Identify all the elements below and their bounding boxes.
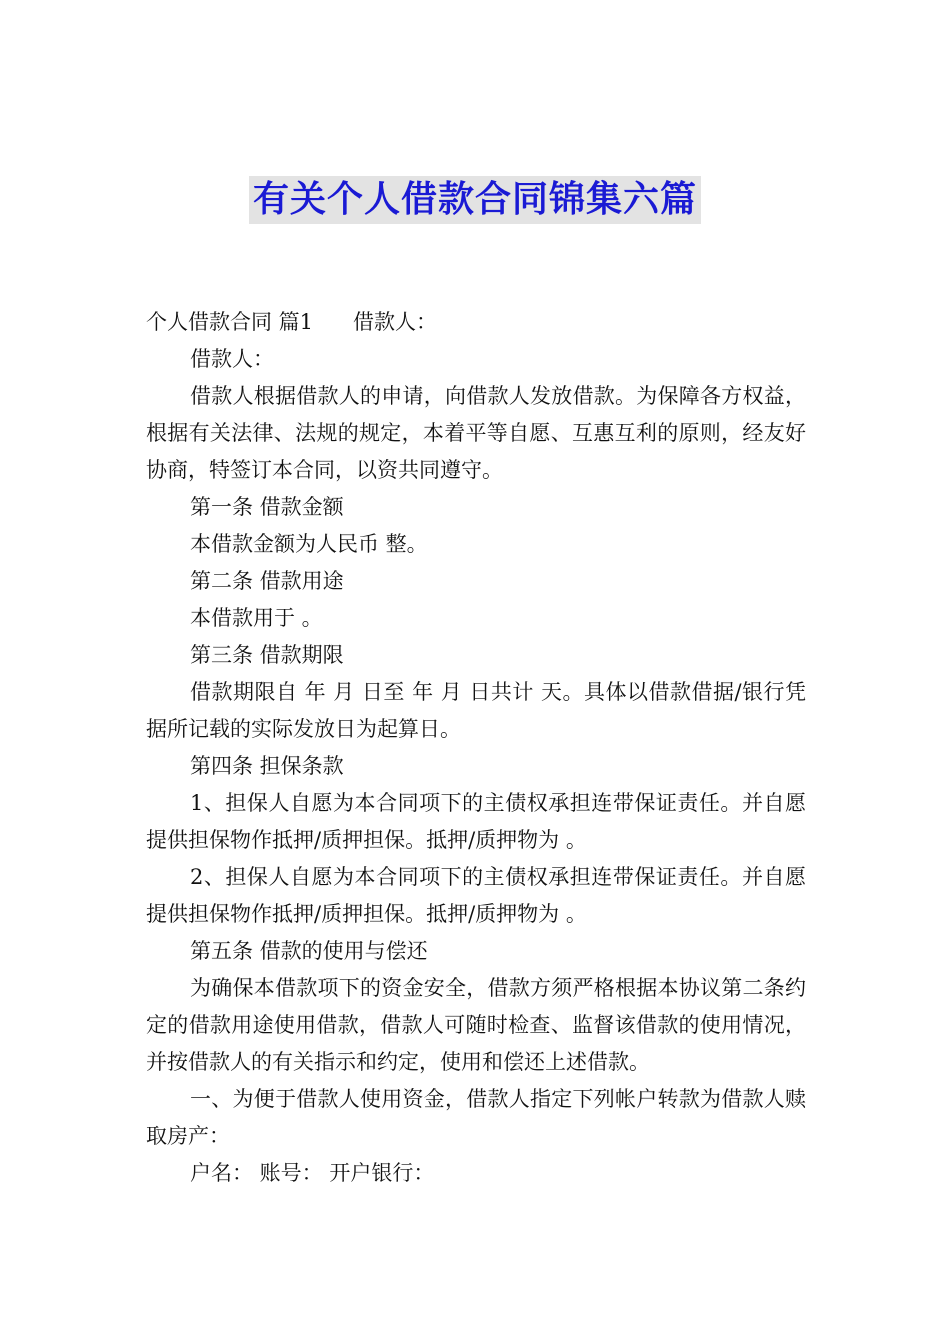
contract-heading: 个人借款合同 篇1 [146,310,314,334]
article-heading: 第二条 借款用途 [190,569,344,593]
document-body [146,304,806,1192]
paragraph: 1、担保人自愿为本合同项下的主债权承担连带保证责任。并自愿提供担保物作抵押/质押担保。抵押/质押物为 。 [146,791,806,852]
paragraph: 借款人： [190,347,274,371]
article-heading: 第四条 担保条款 [190,754,344,778]
article-heading: 第一条 借款金额 [190,495,344,519]
paragraph: 本借款金额为人民币 整。 [190,532,428,556]
paragraph: 借款期限自 年 月 日至 年 月 日共计 天。具体以借款借据/银行凭据所记载的实际发放日为起算日。 [146,680,806,741]
article-heading: 第三条 借款期限 [190,643,344,667]
first-line [146,304,806,341]
document-title: 有关个人借款合同锦集六篇 [249,176,701,224]
title-container [0,176,950,224]
paragraph: 2、担保人自愿为本合同项下的主债权承担连带保证责任。并自愿提供担保物作抵押/质押担保。抵押/质押物为 。 [146,865,806,926]
paragraph: 借款人根据借款人的申请，向借款人发放借款。为保障各方权益，根据有关法律、法规的规定，本着平等自愿、互惠互利的原则，经友好协商，特签订本合同，以资共同遵守。 [146,384,806,482]
paragraph: 本借款用于 。 [190,606,323,630]
paragraph: 户名： 账号： 开户银行： [190,1161,435,1185]
paragraph: 为确保本借款项下的资金安全，借款方须严格根据本协议第二条约定的借款用途使用借款，借款人可随时检查、监督该借款的使用情况，并按借款人的有关指示和约定，使用和偿还上述借款。 [146,976,806,1074]
borrower-label: 借款人： [353,310,438,334]
article-heading: 第五条 借款的使用与偿还 [190,939,428,963]
paragraph: 一、为便于借款人使用资金，借款人指定下列帐户转款为借款人赎取房产： [146,1087,806,1148]
